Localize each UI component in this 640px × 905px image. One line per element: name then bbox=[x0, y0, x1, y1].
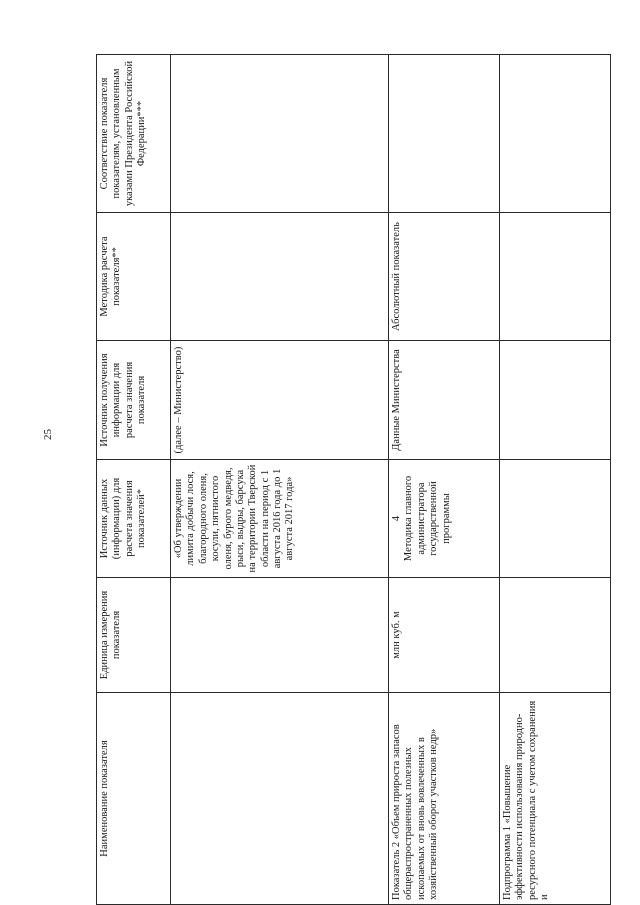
header-compliance: Соответствие показателя показателям, установленным указами Президента Российской Федерации*** bbox=[97, 55, 171, 213]
cell-info-source bbox=[500, 341, 611, 460]
header-indicator-name: Наименование показателя bbox=[97, 693, 171, 905]
cell-compliance bbox=[171, 55, 389, 213]
cell-info-source: (далее – Министерство) bbox=[171, 341, 389, 460]
header-unit: Единица измерения показателя bbox=[97, 578, 171, 693]
cell-unit bbox=[171, 578, 389, 693]
page-number: 25 bbox=[42, 429, 54, 440]
cell-data-source: «Об утверждении лимита добычи лося, благородного оленя, косули, пятнистого оленя, бурого медведя, рыси, выдры, барсука на территории Тверской области на период с 1 августа 2016 года до 1 августа 2017 года» bbox=[171, 460, 389, 578]
cell-name bbox=[171, 693, 389, 905]
rotated-table-container bbox=[96, 55, 610, 905]
cell-method: Абсолютный показатель bbox=[389, 213, 500, 341]
cell-data-source bbox=[500, 460, 611, 578]
header-method: Методика расчета показателя** bbox=[97, 213, 171, 341]
cell-unit: млн куб. м bbox=[389, 578, 500, 693]
cell-method bbox=[500, 213, 611, 341]
cell-compliance bbox=[389, 55, 500, 213]
cell-compliance bbox=[500, 55, 611, 213]
header-info-source: Источник получения информации для расчета значения показателя bbox=[97, 341, 171, 460]
cell-name: Показатель 2 «Объем прироста запасов общераспространенных полезных ископаемых от вновь вовлеченных в хозяйственный оборот участков недр» bbox=[389, 693, 500, 905]
cell-info-source: Данные Министерства bbox=[389, 341, 500, 460]
indicators-table bbox=[96, 54, 611, 905]
cell-data-source-number: 4 bbox=[391, 515, 402, 522]
table-header-row bbox=[97, 55, 171, 905]
cell-data-source bbox=[389, 460, 500, 578]
table-row bbox=[389, 55, 500, 905]
cell-data-source-text: Методика главного администратора государственной программы bbox=[403, 475, 452, 562]
cell-method bbox=[171, 213, 389, 341]
cell-unit bbox=[500, 578, 611, 693]
table-row bbox=[171, 55, 389, 905]
header-data-source: Источник данных (информации) для расчета значения показателей* bbox=[97, 460, 171, 578]
table-row bbox=[500, 55, 611, 905]
cell-name: Подпрограмма 1 «Повышение эффективности использования природно-ресурсного потенциала с учетом сохранения и bbox=[500, 693, 611, 905]
